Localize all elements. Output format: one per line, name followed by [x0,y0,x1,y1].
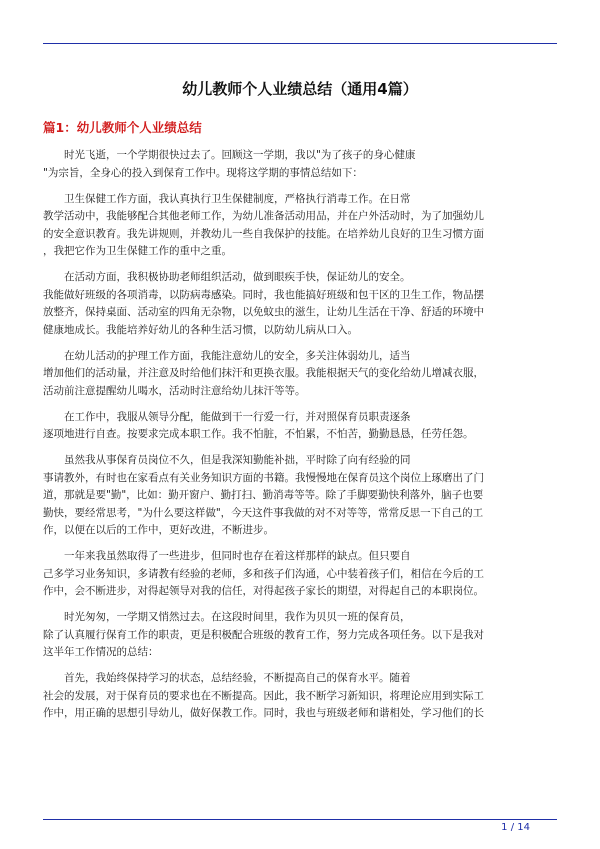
page-number: 1 / 14 [501,822,530,833]
text-line: 增加他们的活动量，并注意及时给他们抹汗和更换衣服。我能根据天气的变化给幼儿增减衣服， [43,367,484,379]
text-line: 事请教外，有时也在家看点有关业务知识方面的书籍。我慢慢地在保育员这个岗位上琢磨出了门 [43,471,484,484]
document-body [43,147,557,731]
header-rule [43,43,557,44]
text-line: "为宗旨，全身心的投入到保育工作中。现将这学期的事情总结如下： [43,166,363,179]
text-line: 时光飞逝，一个学期很快过去了。回顾这一学期，我以"为了孩子的身心健康 [43,149,416,161]
text-line: 在工作中，我服从领导分配，能做到干一行爱一行，并对照保育员职责逐条 [43,410,411,423]
text-line: 卫生保健工作方面，我认真执行卫生保健制度，严格执行消毒工作。在日常 [43,192,411,205]
text-line: 除了认真履行保育工作的职责，更是积极配合班级的教育工作，努力完成各项任务。以下是我对 [43,628,484,641]
document-title: 幼儿教师个人业绩总结（通用4篇） [182,80,418,98]
text-line: 在活动方面，我积极协助老师组织活动，做到眼疾手快，保证幼儿的安全。 [43,271,411,283]
text-line: 作中，会不断进步，对得起领导对我的信任，对得起孩子家长的期望，对得起自己的本职岗位。 [43,585,484,597]
text-line: 虽然我从事保育员岗位不久，但是我深知勤能补拙，平时除了向有经验的同 [43,454,411,466]
paragraph [43,348,557,401]
text-line: 作中，用正确的思想引导幼儿，做好保教工作。同时，我也与班级老师和谐相处，学习他们的长 [43,707,484,719]
text-line: 时光匆匆，一学期又悄然过去。在这段时间里，我作为贝贝一班的保育员， [43,611,411,623]
paragraph [43,147,557,182]
text-line: 道，那就是要"勤"，比如：勤开窗户、勤打扫、勤消毒等等。除了手脚要勤快利落外，脑子也要 [43,489,484,501]
paragraph [43,548,557,601]
text-line: 社会的发展，对于保育员的要求也在不断提高。因此，我不断学习新知识，将理论应用到实际工 [43,689,484,702]
text-line: 的安全意识教育。我先讲规则，并教幼儿一些自我保护的技能。在培养幼儿良好的卫生习惯方面 [43,227,484,240]
text-line: 逐项地进行自查。按要求完成本职工作。我不怕脏，不怕累，不怕苦，勤勤恳恳，任劳任怨。 [43,428,474,440]
paragraph [43,191,557,261]
paragraph [43,409,557,444]
paragraph [43,269,557,339]
text-line: 教学活动中，我能够配合其他老师工作，为幼儿准备活动用品，并在户外活动时，为了加强幼儿 [43,210,484,222]
text-line: 首先，我始终保持学习的状态，总结经验，不断提高自己的保育水平。随着 [43,672,411,684]
text-line: 活动前注意提醒幼儿喝水，活动时注意给幼儿抹汗等等。 [43,384,306,397]
text-line: 己多学习业务知识，多请教有经验的老师，多和孩子们沟通，心中装着孩子们，相信在今后的工 [43,567,484,580]
text-line: 我能做好班级的各项消毒，以防病毒感染。同时，我也能搞好班级和包干区的卫生工作，物品摆 [43,288,484,301]
text-line: 放整齐，保持桌面、活动室的四角无杂物，以免蚊虫的滋生，让幼儿生活在干净、舒适的环境中 [43,306,484,318]
text-line: 一年来我虽然取得了一些进步，但同时也存在着这样那样的缺点。但只要自 [43,550,411,562]
text-line: 在幼儿活动的护理工作方面，我能注意幼儿的安全，多关注体弱幼儿，适当 [43,349,411,362]
paragraph [43,670,557,723]
paragraph [43,452,557,540]
paragraph [43,609,557,662]
text-line: 作，以便在以后的工作中，更好改进，不断进步。 [43,524,274,536]
section-heading: 篇1：幼儿教师个人业绩总结 [43,120,202,135]
text-line: 勤快，要经常思考，"为什么要这样做"，今天这件事我做的对不对等等，常常反思一下自己的工 [43,506,484,519]
text-line: 健康地成长。我能培养好幼儿的各种生活习惯，以防幼儿病从口入。 [43,323,358,336]
footer-rule [43,819,557,820]
text-line: ，我把它作为卫生保健工作的重中之重。 [43,245,232,257]
text-line: 这半年工作情况的总结： [43,646,159,658]
